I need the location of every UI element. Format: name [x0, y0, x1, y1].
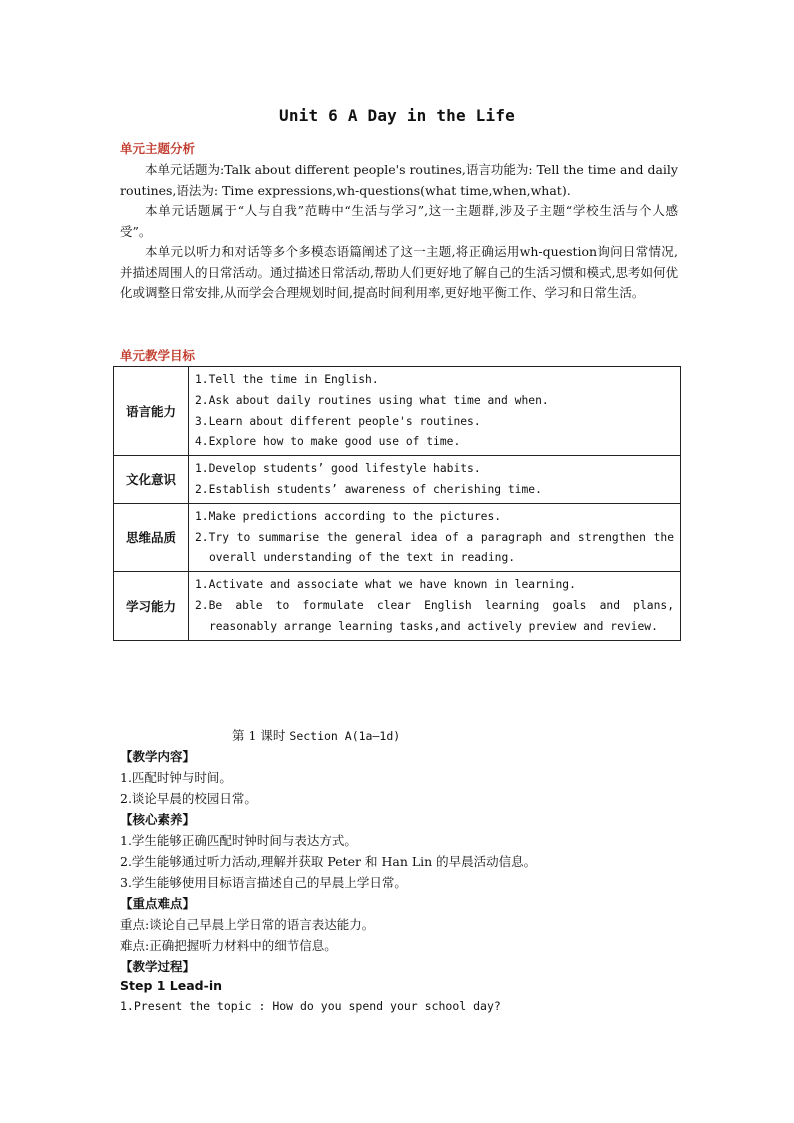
table-row [114, 456, 681, 504]
list-item: 1.学生能够正确匹配时钟时间与表达方式。 [120, 833, 357, 848]
list-item: 重点:谈论自己早晨上学日常的语言表达能力。 [120, 917, 375, 932]
category-cell: 语言能力 [114, 367, 189, 456]
list-item: 2.Establish students’ awareness of cherishing time. [195, 482, 542, 496]
list-item: 2.Try to summarise the general idea of a paragraph and strengthen the overall understanding of the text in reading. [195, 530, 674, 565]
unit-title: Unit 6 A Day in the Life [279, 106, 515, 125]
section-heading-theme-analysis: 单元主题分析 [120, 141, 196, 156]
list-item: 难点:正确把握听力材料中的细节信息。 [120, 938, 337, 953]
category-cell: 思维品质 [114, 503, 189, 571]
list-item: 2.谈论早晨的校园日常。 [120, 791, 257, 806]
theme-paragraph-3: 本单元以听力和对话等多个多模态语篇阐述了这一主题,将正确运用wh-question询问日常情况,并描述周围人的日常活动。通过描述日常活动,帮助人们更好地了解自己的生活习惯和模式,思考如何优化或调整日常安排,从而学会合理规划时间,提高时间利用率,更好地平衡工作、学习和日常生活。 [120, 244, 678, 300]
items-cell [189, 572, 681, 640]
table-row [114, 367, 681, 456]
theme-paragraph-1: 本单元话题为:Talk about different people's routines,语言功能为: Tell the time and daily routines,语法为: Time expressions,wh-questions(what time,when,what). [120, 162, 678, 198]
list-item: 2.Be able to formulate clear English learning goals and plans, reasonably arrange learning tasks,and actively preview and review. [195, 598, 674, 633]
list-item: 1.匹配时钟与时间。 [120, 770, 232, 785]
list-item: 1.Tell the time in English. [195, 373, 379, 386]
list-item: 1.Develop students’ good lifestyle habits. [195, 462, 481, 476]
content-heading: 【教学内容】 [120, 749, 196, 764]
list-item: 3.Learn about different people's routines. [195, 414, 481, 428]
items-cell [189, 503, 681, 571]
section-heading-teaching-goals: 单元教学目标 [120, 348, 196, 363]
step-heading: Step 1 Lead-in [120, 978, 223, 993]
table-row [114, 572, 681, 640]
items-cell [189, 456, 681, 504]
list-item: 1.Activate and associate what we have known in learning. [195, 578, 576, 592]
items-cell [189, 367, 681, 456]
list-item: 2.学生能够通过听力活动,理解并获取 Peter 和 Han Lin 的早晨活动信息。 [120, 854, 537, 869]
list-item: 1.Make predictions according to the pictures. [195, 509, 502, 523]
category-cell: 文化意识 [114, 456, 189, 504]
process-heading: 【教学过程】 [120, 959, 196, 974]
lesson-title-cn: 第 1 课时 [232, 728, 286, 743]
list-item: 4.Explore how to make good use of time. [195, 435, 461, 449]
step-item: 1.Present the topic : How do you spend your school day? [120, 999, 501, 1013]
teaching-goals-table [113, 366, 681, 641]
category-cell: 学习能力 [114, 572, 189, 640]
table-row [114, 503, 681, 571]
key-heading: 【重点难点】 [120, 896, 196, 911]
core-heading: 【核心素养】 [120, 812, 196, 827]
lesson-title [232, 726, 400, 744]
list-item: 3.学生能够使用目标语言描述自己的早晨上学日常。 [120, 875, 407, 890]
list-item: 2.Ask about daily routines using what time and when. [195, 393, 549, 407]
theme-paragraph-2: 本单元话题属于“人与自我”范畴中“生活与学习”,这一主题群,涉及子主题“学校生活与个人感受”。 [120, 203, 678, 239]
lesson-title-en: Section A(1a—1d) [289, 729, 401, 743]
